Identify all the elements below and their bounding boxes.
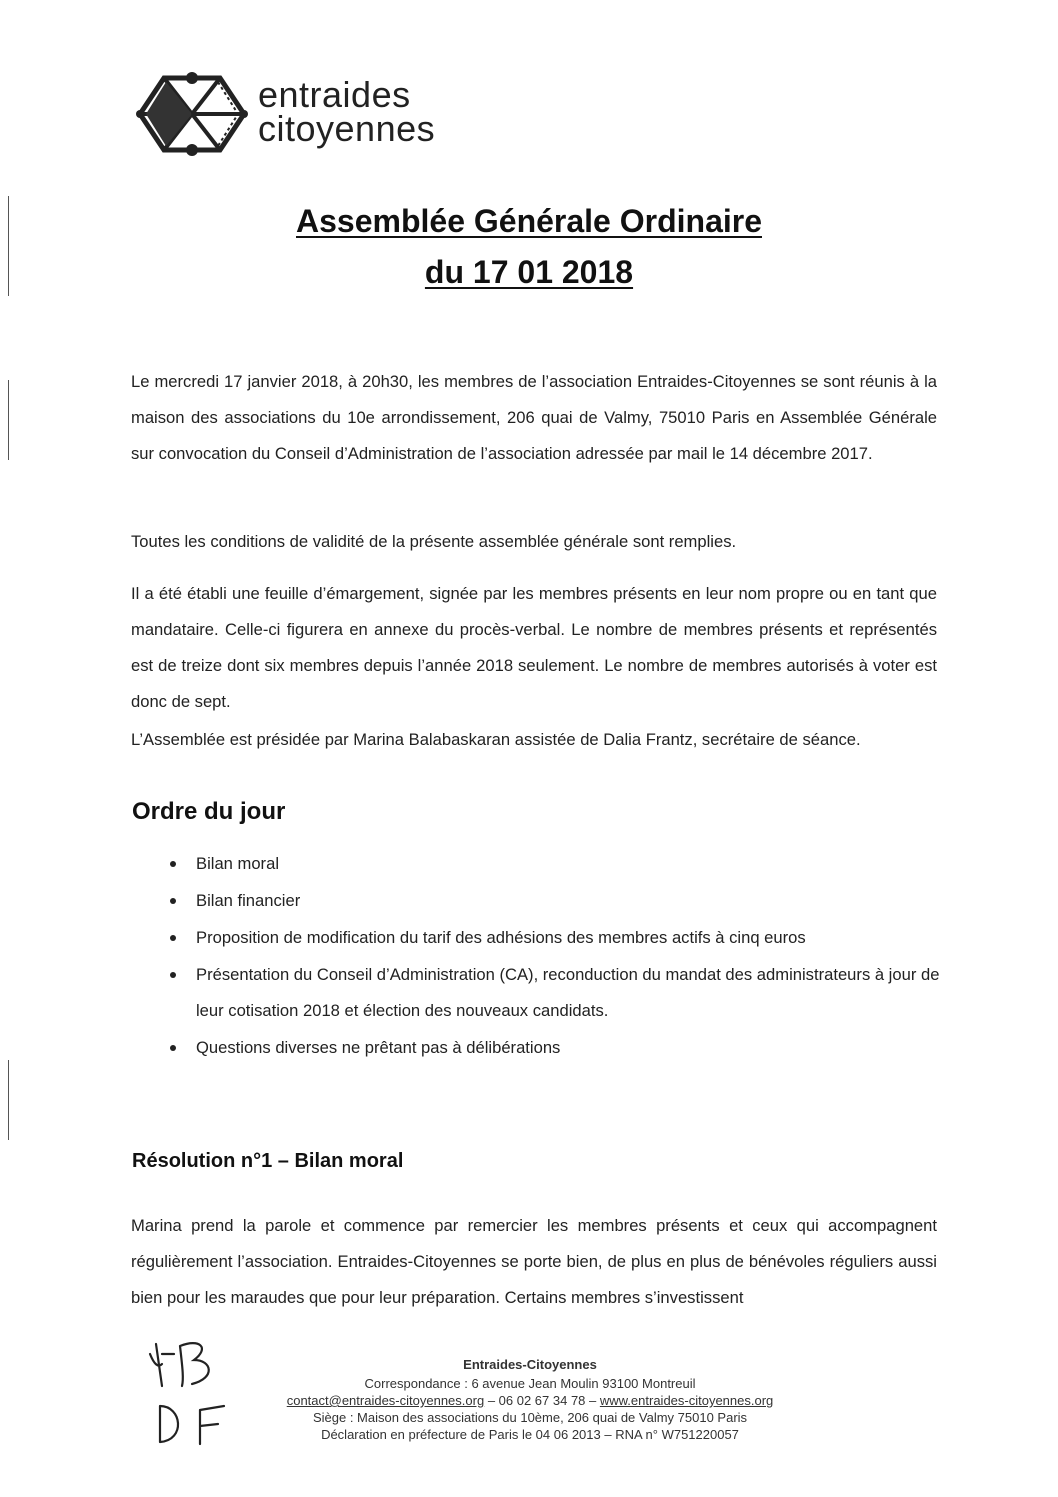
scan-margin-mark bbox=[8, 1060, 9, 1140]
resolution-1-text: Marina prend la parole et commence par remercier les membres présents et ceux qui accompagnent régulièrement l’association. Entraides-Citoyennes se porte bien, de plus en plus de bénévoles réguliers aussi bien pour les maraudes que pour leur préparation. Certains membres s’investissent bbox=[131, 1216, 937, 1307]
intro-paragraph-2: Toutes les conditions de validité de la présente assemblée générale sont remplies. bbox=[131, 532, 737, 551]
intro-paragraph-1: Le mercredi 17 janvier 2018, à 20h30, les membres de l’association Entraides-Citoyennes se sont réunis à la maison des associations du 10e arrondissement, 206 quai de Valmy, 75010 Paris en Assemblée Générale sur convocation du Conseil d’Administration de l’association adressée par mail le 14 décembre 2017. bbox=[131, 372, 937, 463]
list-item: Questions diverses ne prêtant pas à délibérations bbox=[164, 1030, 954, 1066]
logo-wordmark bbox=[258, 74, 436, 149]
resolution-1-heading: Résolution n°1 – Bilan moral bbox=[132, 1150, 404, 1172]
signature-df-icon bbox=[152, 1400, 242, 1450]
organization-logo bbox=[136, 70, 496, 160]
document-date-title: du 17 01 2018 bbox=[424, 254, 634, 290]
list-item: Présentation du Conseil d’Administration (CA), reconduction du mandat des administrateurs à jour de leur cotisation 2018 et élection des nouveaux candidats. bbox=[164, 957, 954, 1029]
list-item: Proposition de modification du tarif des adhésions des membres actifs à cinq euros bbox=[164, 920, 954, 956]
hexagon-logo-icon bbox=[136, 70, 248, 158]
logo-line-1: entraides bbox=[258, 74, 411, 115]
footer-correspondance: Correspondance : 6 avenue Jean Moulin 93100 Montreuil bbox=[364, 1376, 696, 1391]
logo-line-2: citoyennes bbox=[258, 108, 436, 149]
footer-contact-line bbox=[250, 1392, 810, 1409]
document-title: Assemblée Générale Ordinaire bbox=[296, 203, 762, 239]
list-item: Bilan financier bbox=[164, 883, 954, 919]
intro-paragraph-3: Il a été établi une feuille d’émargement, signée par les membres présents en leur nom propre ou en tant que mandataire. Celle-ci figurera en annexe du procès-verbal. Le nombre de membres présents et représentés est de treize dont six membres depuis l’année 2018 seulement. Le nombre de membres autorisés à voter est donc de sept. bbox=[131, 584, 937, 711]
agenda-heading: Ordre du jour bbox=[132, 798, 286, 825]
document-footer bbox=[250, 1356, 810, 1443]
list-item: Bilan moral bbox=[164, 846, 954, 882]
intro-paragraph-4: L’Assemblée est présidée par Marina Balabaskaran assistée de Dalia Frantz, secrétaire de séance. bbox=[131, 730, 861, 749]
footer-org-name: Entraides-Citoyennes bbox=[463, 1357, 597, 1372]
agenda-list bbox=[164, 846, 954, 1067]
footer-email-link[interactable]: contact@entraides-citoyennes.org bbox=[286, 1393, 485, 1408]
footer-declaration: Déclaration en préfecture de Paris le 04 06 2013 – RNA n° W751220057 bbox=[321, 1427, 739, 1442]
footer-siege: Siège : Maison des associations du 10ème, 206 quai de Valmy 75010 Paris bbox=[312, 1410, 748, 1425]
footer-website-link[interactable]: www.entraides-citoyennes.org bbox=[599, 1393, 774, 1408]
scan-margin-mark bbox=[8, 380, 9, 460]
signature-mb-icon bbox=[140, 1334, 240, 1394]
scan-margin-mark bbox=[8, 196, 9, 296]
footer-phone: – 06 02 67 34 78 – bbox=[484, 1393, 600, 1408]
